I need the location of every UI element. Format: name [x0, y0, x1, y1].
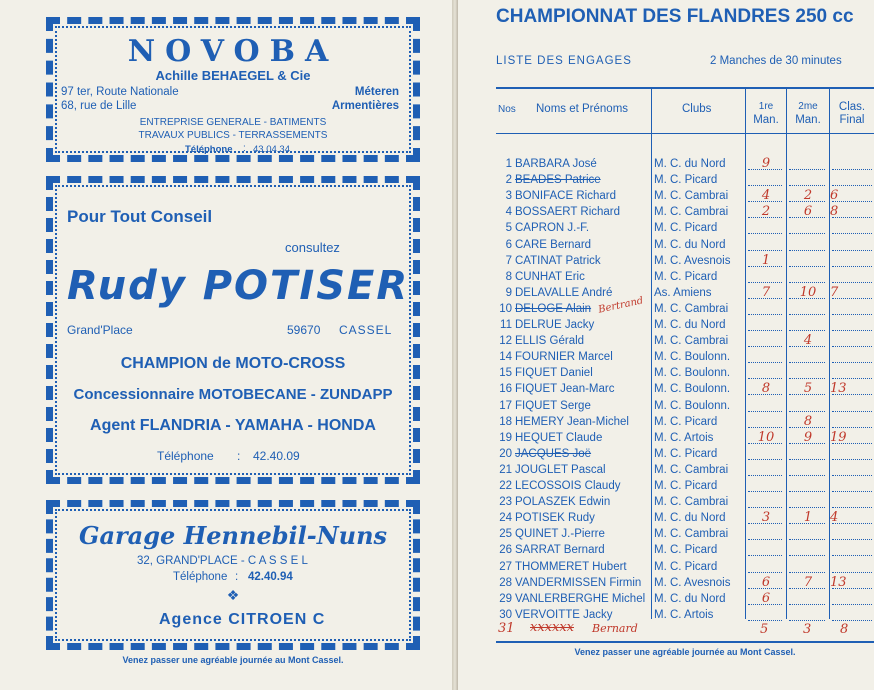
- entry-number: 24: [499, 512, 512, 525]
- score-dotted-line: [748, 539, 782, 540]
- entry-club: M. C. Cambrai: [654, 496, 729, 509]
- score-dotted-line: [789, 362, 825, 363]
- entry-m1: 7: [761, 284, 771, 300]
- entry-m2: 1: [803, 510, 813, 526]
- entry-number: 21: [499, 463, 512, 476]
- entry-m2: 8: [803, 413, 813, 429]
- header-final-bottom: Final: [839, 114, 865, 126]
- score-dotted-line: [748, 282, 782, 283]
- entry-number: 16: [499, 383, 512, 396]
- score-dotted-line: [832, 604, 872, 605]
- entry-name: JOUGLET Pascal: [515, 463, 606, 476]
- score-dotted-line: [748, 491, 782, 492]
- diamond-icon: ❖: [226, 587, 240, 603]
- entry-number: 14: [499, 351, 512, 364]
- garage-address: 32, GRAND'PLACE - C A S S E L: [137, 555, 308, 567]
- entry-club: M. C. Boulonn.: [654, 383, 731, 396]
- score-dotted-line: [748, 233, 782, 234]
- entry-m1: 3: [761, 510, 771, 526]
- entry-number: 15: [499, 367, 512, 380]
- entry-club: M. C. Cambrai: [654, 206, 729, 219]
- header-bottom-rule: [496, 133, 874, 134]
- entry-club: M. C. Avesnois: [654, 254, 731, 267]
- entry-club: M. C. Cambrai: [654, 463, 729, 476]
- header-club: Clubs: [682, 103, 712, 115]
- score-dotted-line: [748, 443, 782, 444]
- entry-number: 4: [505, 206, 512, 219]
- entry-m2: 5: [803, 381, 813, 397]
- potiser-place: Grand'Place: [67, 323, 133, 337]
- entry-name: BEADES Patrice: [515, 174, 601, 187]
- score-dotted-line: [832, 427, 872, 428]
- right-page: [458, 0, 874, 690]
- score-dotted-line: [748, 330, 782, 331]
- score-dotted-line: [832, 314, 872, 315]
- novoba-ad: NOVOBA Achille BEHAEGEL & Cie 97 ter, Route Nationale 68, rue de Lille Méteren Armentières ENTREPRISE GENERALE - BATIMENTS TRAVAUX PUBLICS - TERRASSEMENTS Téléphone : 43.04.34: [46, 17, 420, 162]
- potiser-phone-label: Téléphone: [157, 449, 214, 463]
- potiser-line-1: CHAMPION de MOTO-CROSS: [120, 355, 346, 372]
- score-dotted-line: [789, 266, 825, 267]
- score-dotted-line: [789, 523, 825, 524]
- entry-number: 1: [505, 158, 512, 170]
- handwritten-row31-final: 8: [840, 622, 849, 637]
- potiser-name: Rudy POTISER: [67, 263, 410, 309]
- garage-name: Garage Hennebil-Nuns: [78, 521, 388, 550]
- score-dotted-line: [832, 539, 872, 540]
- score-dotted-line: [748, 475, 782, 476]
- score-dotted-line: [789, 346, 825, 347]
- novoba-brand: NOVOBA: [127, 34, 339, 69]
- handwritten-note: Bertrand: [597, 295, 645, 316]
- entry-number: 5: [505, 222, 512, 235]
- score-dotted-line: [789, 427, 825, 428]
- score-dotted-line: [832, 507, 872, 508]
- entry-m1: 9: [761, 156, 771, 171]
- table-row: [496, 270, 874, 286]
- entry-name: VANDERMISSEN Firmin: [515, 576, 642, 589]
- score-dotted-line: [789, 185, 825, 186]
- score-dotted-line: [789, 201, 825, 202]
- entry-final: 19: [830, 429, 847, 445]
- entry-name: CARE Bernard: [515, 238, 592, 251]
- entry-number: 18: [499, 415, 512, 428]
- score-dotted-line: [748, 346, 782, 347]
- entry-m1: 2: [761, 204, 771, 220]
- entry-final: 8: [830, 204, 839, 220]
- entry-club: M. C. Boulonn.: [654, 399, 731, 412]
- entry-club: M. C. Artois: [654, 608, 714, 621]
- score-dotted-line: [789, 620, 825, 621]
- entry-final: 13: [830, 574, 847, 590]
- table-bottom-rule: [496, 641, 874, 643]
- score-dotted-line: [789, 250, 825, 251]
- potiser-town: CASSEL: [339, 323, 393, 337]
- entry-number: 23: [499, 496, 512, 509]
- potiser-postal: 59670: [287, 323, 321, 337]
- left-footer: Venez passer une agréable journée au Mont Cassel.: [122, 655, 344, 665]
- entry-final: 13: [830, 381, 847, 397]
- entry-club: As. Amiens: [654, 286, 712, 299]
- score-dotted-line: [748, 620, 782, 621]
- score-dotted-line: [789, 539, 825, 540]
- table-row: [496, 173, 874, 189]
- entry-number: 29: [499, 592, 512, 605]
- entry-m2: 7: [803, 574, 813, 590]
- table-row: [496, 511, 874, 527]
- score-dotted-line: [789, 555, 825, 556]
- score-dotted-line: [832, 250, 872, 251]
- entry-number: 30: [499, 608, 512, 621]
- entry-name: FOURNIER Marcel: [515, 351, 613, 364]
- garage-ad: Garage Hennebil-Nuns 32, GRAND'PLACE - C A S S E L Téléphone : 42.40.94 ❖ Agence CITROEN C: [46, 500, 420, 650]
- entry-name: SARRAT Bernard: [515, 544, 605, 557]
- novoba-address-1: 97 ter, Route Nationale: [61, 86, 179, 98]
- potiser-phone: 42.40.09: [253, 449, 300, 463]
- score-dotted-line: [748, 362, 782, 363]
- score-dotted-line: [832, 185, 872, 186]
- entry-club: M. C. Cambrai: [654, 335, 729, 348]
- score-dotted-line: [748, 250, 782, 251]
- entry-club: M. C. du Nord: [654, 512, 726, 525]
- header-num: Nos: [498, 104, 516, 115]
- entry-name: VANLERBERGHE Michel: [515, 592, 646, 605]
- entry-name: CAPRON J.-F.: [515, 222, 590, 235]
- table-row: [496, 221, 874, 237]
- potiser-line-3: Agent FLANDRIA - YAMAHA - HONDA: [90, 417, 376, 434]
- table-row: [496, 350, 874, 366]
- header-m1-bottom: Man.: [753, 114, 779, 126]
- entry-m2: 4: [803, 333, 813, 349]
- entry-name: DELOGE Alain: [515, 302, 592, 315]
- entry-name: JACQUES Joë: [515, 447, 592, 460]
- score-dotted-line: [789, 394, 825, 395]
- entry-number: 3: [505, 190, 512, 203]
- entry-number: 9: [505, 286, 512, 299]
- score-dotted-line: [832, 491, 872, 492]
- novoba-phone-label: Téléphone: [185, 144, 233, 155]
- entry-name: VERVOITTE Jacky: [515, 608, 613, 621]
- entry-name: LECOSSOIS Claudy: [515, 480, 621, 492]
- novoba-owner: Achille BEHAEGEL & Cie: [155, 68, 311, 83]
- entry-club: M. C. Picard: [654, 544, 718, 557]
- entry-name: DELAVALLE André: [515, 286, 613, 299]
- entry-number: 6: [505, 238, 512, 251]
- handwritten-row31-crossed: xxxxxx: [530, 620, 574, 635]
- entry-m1: 6: [761, 590, 771, 606]
- entry-name: QUINET J.-Pierre: [515, 528, 605, 541]
- handwritten-row31-m2: 3: [803, 622, 812, 637]
- score-dotted-line: [832, 459, 872, 460]
- entry-number: 28: [499, 576, 512, 589]
- entry-number: 20: [499, 447, 512, 460]
- entry-number: 10: [499, 302, 512, 315]
- score-dotted-line: [832, 620, 872, 621]
- handwritten-row31-m1: 5: [760, 622, 769, 637]
- entry-name: DELRUE Jacky: [515, 319, 595, 331]
- table-row: [496, 318, 874, 334]
- entry-name: CATINAT Patrick: [515, 254, 601, 267]
- table-top-rule: [496, 87, 874, 89]
- garage-agency: Agence CITROEN C: [159, 611, 326, 628]
- header-final-top: Clas.: [838, 101, 866, 113]
- score-dotted-line: [832, 282, 872, 283]
- score-dotted-line: [832, 523, 872, 524]
- entry-club: M. C. Cambrai: [654, 190, 729, 203]
- entry-club: M. C. Avesnois: [654, 576, 731, 589]
- entry-club: M. C. Artois: [654, 431, 714, 444]
- entry-final: 6: [830, 188, 839, 204]
- score-dotted-line: [832, 266, 872, 267]
- entry-club: M. C. Picard: [654, 222, 718, 235]
- score-dotted-line: [748, 394, 782, 395]
- score-dotted-line: [832, 330, 872, 331]
- score-dotted-line: [748, 572, 782, 573]
- score-dotted-line: [789, 588, 825, 589]
- right-footer: Venez passer une agréable journée au Mont Cassel.: [574, 647, 796, 657]
- table-row: [496, 238, 874, 254]
- score-dotted-line: [748, 201, 782, 202]
- entry-number: 17: [499, 399, 512, 412]
- score-dotted-line: [832, 169, 872, 170]
- entry-club: M. C. Boulonn.: [654, 351, 731, 364]
- potiser-consult: consultez: [285, 240, 340, 255]
- score-dotted-line: [832, 588, 872, 589]
- entry-name: ELLIS Gérald: [515, 335, 585, 348]
- handwritten-row31-name: Bernard: [592, 622, 638, 635]
- entry-club: M. C. Cambrai: [654, 528, 729, 541]
- race-format: 2 Manches de 30 minutes: [710, 55, 842, 67]
- entry-m2: 10: [799, 284, 817, 300]
- novoba-city-2: Armentières: [331, 100, 399, 112]
- entry-name: FIQUET Serge: [515, 399, 591, 412]
- score-dotted-line: [789, 491, 825, 492]
- score-dotted-line: [789, 443, 825, 444]
- entry-number: 11: [500, 319, 512, 331]
- score-dotted-line: [789, 314, 825, 315]
- table-row: [496, 560, 874, 576]
- score-dotted-line: [832, 411, 872, 412]
- score-dotted-line: [789, 378, 825, 379]
- table-row: [496, 157, 874, 173]
- score-dotted-line: [789, 475, 825, 476]
- entry-m2: 2: [803, 188, 813, 204]
- list-label: LISTE DES ENGAGES: [496, 55, 632, 67]
- table-row: [496, 334, 874, 350]
- score-dotted-line: [832, 572, 872, 573]
- entry-club: M. C. du Nord: [654, 592, 726, 605]
- potiser-ad: Pour Tout Conseil consultez Rudy POTISER Grand'Place 59670 CASSEL CHAMPION de MOTO-CROSS Concessionnaire MOTOBECANE - ZUNDAPP Agent FLANDRIA - YAMAHA - HONDA Téléphone : 42.40.09: [46, 176, 420, 484]
- score-dotted-line: [748, 266, 782, 267]
- score-dotted-line: [748, 555, 782, 556]
- garage-phone: 42.40.94: [248, 571, 293, 583]
- entry-m1: 8: [761, 381, 771, 397]
- table-row: [496, 286, 874, 302]
- score-dotted-line: [832, 394, 872, 395]
- score-dotted-line: [789, 217, 825, 218]
- entry-name: BOSSAERT Richard: [515, 206, 621, 219]
- entry-m2: 6: [803, 204, 813, 220]
- score-dotted-line: [748, 217, 782, 218]
- entry-m1: 6: [761, 574, 771, 590]
- score-dotted-line: [748, 459, 782, 460]
- score-dotted-line: [832, 217, 872, 218]
- entry-club: M. C. du Nord: [654, 238, 726, 251]
- entry-m1: 4: [761, 188, 771, 204]
- entry-m1: 10: [757, 429, 775, 445]
- score-dotted-line: [832, 555, 872, 556]
- entry-number: 27: [499, 560, 512, 573]
- table-row: [496, 366, 874, 382]
- score-dotted-line: [789, 282, 825, 283]
- table-row: [496, 254, 874, 270]
- score-dotted-line: [748, 314, 782, 315]
- entry-name: BARBARA José: [515, 158, 597, 170]
- table-row: [496, 592, 874, 608]
- table-row: [496, 205, 874, 221]
- novoba-city-1: Méteren: [354, 86, 399, 98]
- table-row: [496, 527, 874, 543]
- entry-club: M. C. Picard: [654, 447, 718, 460]
- table-row: [496, 576, 874, 592]
- entry-club: M. C. Picard: [654, 174, 718, 187]
- header-m2-bottom: Man.: [795, 114, 821, 126]
- table-row: [496, 415, 874, 431]
- novoba-services-2: TRAVAUX PUBLICS - TERRASSEMENTS: [138, 130, 328, 141]
- score-dotted-line: [789, 233, 825, 234]
- entry-number: 12: [499, 335, 512, 348]
- entry-club: M. C. du Nord: [654, 158, 726, 170]
- table-row: [496, 463, 874, 479]
- entry-name: BONIFACE Richard: [515, 190, 616, 203]
- potiser-headline: Pour Tout Conseil: [67, 207, 213, 226]
- entry-final: 4: [830, 510, 839, 526]
- entry-number: 25: [499, 528, 512, 541]
- table-row: [496, 302, 874, 318]
- entry-number: 19: [499, 431, 512, 444]
- table-row: [496, 382, 874, 398]
- entry-m2: 9: [803, 429, 813, 445]
- score-dotted-line: [789, 169, 825, 170]
- entry-name: POTISEK Rudy: [515, 512, 595, 525]
- score-dotted-line: [832, 378, 872, 379]
- score-dotted-line: [832, 362, 872, 363]
- handwritten-row31-num: 31: [498, 621, 515, 636]
- score-dotted-line: [832, 201, 872, 202]
- score-dotted-line: [748, 378, 782, 379]
- novoba-services-1: ENTREPRISE GENERALE - BATIMENTS: [139, 117, 327, 128]
- entry-number: 22: [499, 480, 512, 492]
- score-dotted-line: [748, 298, 782, 299]
- score-dotted-line: [832, 346, 872, 347]
- score-dotted-line: [789, 459, 825, 460]
- score-dotted-line: [789, 298, 825, 299]
- entry-club: M. C. Cambrai: [654, 302, 729, 315]
- entry-number: 8: [505, 270, 512, 283]
- table-row: [496, 543, 874, 559]
- novoba-address-2: 68, rue de Lille: [61, 100, 137, 112]
- header-name: Noms et Prénoms: [536, 103, 629, 115]
- score-dotted-line: [789, 330, 825, 331]
- score-dotted-line: [748, 604, 782, 605]
- entry-club: M. C. Picard: [654, 560, 718, 573]
- entry-final: 7: [830, 284, 839, 300]
- table-row: [496, 495, 874, 511]
- entry-club: M. C. Boulonn.: [654, 367, 731, 380]
- score-dotted-line: [789, 507, 825, 508]
- entry-m1: 1: [761, 252, 771, 268]
- score-dotted-line: [748, 427, 782, 428]
- score-dotted-line: [832, 298, 872, 299]
- table-row: [496, 447, 874, 463]
- entry-name: THOMMERET Hubert: [515, 560, 627, 573]
- score-dotted-line: [748, 523, 782, 524]
- table-row: [496, 479, 874, 495]
- score-dotted-line: [748, 507, 782, 508]
- table-row: [496, 399, 874, 415]
- entry-name: POLASZEK Edwin: [515, 496, 611, 509]
- score-dotted-line: [832, 475, 872, 476]
- score-dotted-line: [748, 411, 782, 412]
- score-dotted-line: [748, 588, 782, 589]
- entry-name: FIQUET Daniel: [515, 367, 593, 380]
- table-row: [496, 431, 874, 447]
- score-dotted-line: [832, 443, 872, 444]
- entry-club: M. C. Picard: [654, 270, 718, 283]
- score-dotted-line: [789, 411, 825, 412]
- score-dotted-line: [832, 233, 872, 234]
- entry-name: HEQUET Claude: [515, 431, 603, 444]
- entry-name: CUNHAT Eric: [515, 270, 585, 283]
- entry-club: M. C. Picard: [654, 415, 718, 428]
- header-m2-top: 2me: [798, 101, 818, 112]
- table-row: [496, 189, 874, 205]
- potiser-line-2: Concessionnaire MOTOBECANE - ZUNDAPP: [73, 386, 393, 403]
- entry-club: M. C. Picard: [654, 480, 718, 492]
- entry-number: 26: [499, 544, 512, 557]
- score-dotted-line: [789, 572, 825, 573]
- entry-number: 7: [505, 254, 512, 267]
- entry-name: HEMERY Jean-Michel: [515, 415, 629, 428]
- entry-number: 2: [505, 174, 512, 187]
- score-dotted-line: [748, 185, 782, 186]
- header-m1-top: 1re: [758, 101, 774, 112]
- entry-club: M. C. du Nord: [654, 319, 726, 331]
- entry-name: FIQUET Jean-Marc: [515, 383, 615, 396]
- novoba-phone: 43.04.34: [253, 144, 290, 155]
- garage-phone-label: Téléphone: [173, 571, 228, 583]
- score-dotted-line: [748, 169, 782, 170]
- score-dotted-line: [789, 604, 825, 605]
- championship-title: CHAMPIONNAT DES FLANDRES 250 cc: [496, 6, 854, 27]
